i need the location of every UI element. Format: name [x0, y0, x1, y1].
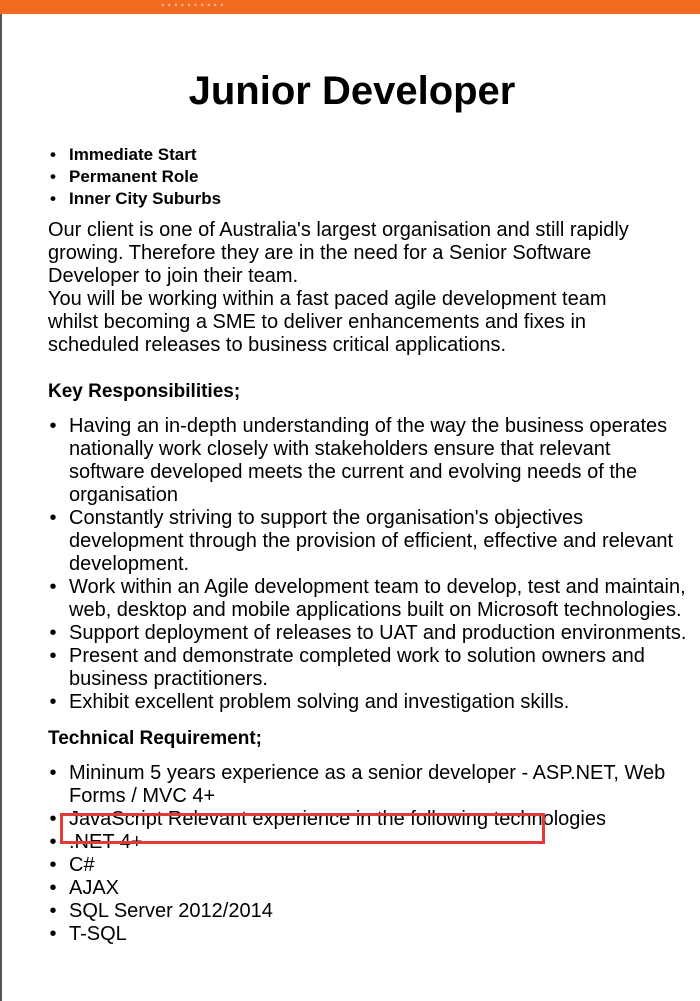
- list-item: [48, 831, 688, 854]
- responsibilities-heading: Key Responsibilities;: [48, 381, 241, 402]
- requirement-text: JavaScript Relevant experience in the following technologies: [69, 808, 606, 830]
- highlight-text: Inner City Suburbs: [69, 189, 222, 208]
- responsibility-text: Present and demonstrate completed work to solution owners and business practitioners.: [69, 645, 645, 690]
- highlight-text: Immediate Start: [69, 145, 197, 164]
- intro-section: [48, 219, 660, 357]
- responsibility-text: Constantly striving to support the organisation's objectives development through the provision of efficient, effective and relevant development.: [69, 507, 674, 575]
- list-item: [48, 854, 688, 877]
- list-item: [48, 576, 688, 622]
- job-highlights-list: [48, 144, 688, 210]
- list-item: [48, 188, 688, 210]
- list-item: [48, 762, 688, 808]
- list-item: [48, 900, 688, 923]
- list-item: [48, 166, 688, 188]
- bullet-icon: •: [49, 507, 57, 529]
- highlight-text: Permanent Role: [69, 167, 199, 186]
- list-item: [48, 877, 688, 900]
- bullet-icon: •: [49, 877, 57, 899]
- bullet-icon: •: [49, 645, 57, 667]
- tech-requirements-list: [48, 762, 688, 946]
- site-header-bar: [0, 0, 700, 14]
- bullet-icon: •: [49, 576, 57, 598]
- header-bar-text: ..........: [160, 0, 226, 11]
- responsibility-text: Support deployment of releases to UAT and production environments.: [69, 622, 687, 644]
- job-ad-content: [48, 62, 688, 946]
- list-item: [48, 923, 688, 946]
- intro-paragraph: You will be working within a fast paced agile development team whilst becoming a SME to deliver enhancements and fixes in scheduled releases to business critical applications.: [48, 288, 607, 356]
- bullet-icon: •: [49, 831, 57, 853]
- bullet-icon: •: [49, 622, 57, 644]
- bullet-icon: •: [49, 923, 57, 945]
- list-item: [48, 622, 688, 645]
- bullet-icon: •: [49, 762, 57, 784]
- requirement-text: .NET 4+: [69, 831, 143, 853]
- requirement-text: Mininum 5 years experience as a senior developer - ASP.NET, Web Forms / MVC 4+: [69, 762, 666, 807]
- list-item: [48, 144, 688, 166]
- responsibilities-list: [48, 415, 688, 714]
- bullet-icon: •: [49, 415, 57, 437]
- tech-requirements-heading: Technical Requirement;: [48, 728, 262, 749]
- bullet-icon: •: [49, 691, 57, 713]
- list-item: [48, 415, 688, 507]
- list-item: [48, 645, 688, 691]
- responsibility-text: Work within an Agile development team to develop, test and maintain, web, desktop and mobile applications built on Microsoft technologies.: [69, 576, 686, 621]
- bullet-icon: •: [50, 167, 56, 186]
- requirement-text: T-SQL: [69, 923, 127, 945]
- requirement-text: SQL Server 2012/2014: [69, 900, 273, 922]
- bullet-icon: •: [50, 189, 56, 208]
- bullet-icon: •: [49, 808, 57, 830]
- list-item: [48, 507, 688, 576]
- page-title: Junior Developer: [188, 69, 516, 113]
- bullet-icon: •: [49, 854, 57, 876]
- requirement-text: C#: [69, 854, 95, 876]
- requirement-text: AJAX: [69, 877, 120, 899]
- list-item: [48, 691, 688, 714]
- list-item: [48, 808, 688, 831]
- responsibility-text: Exhibit excellent problem solving and investigation skills.: [69, 691, 570, 713]
- bullet-icon: •: [49, 900, 57, 922]
- responsibility-text: Having an in-depth understanding of the way the business operates nationally work closely with stakeholders ensure that relevant software developed meets the current and evolving needs of the organisation: [69, 415, 668, 506]
- intro-paragraph: Our client is one of Australia's largest organisation and still rapidly growing. Therefore they are in the need for a Senior Software Developer to join their team.: [48, 219, 629, 287]
- bullet-icon: •: [50, 145, 56, 164]
